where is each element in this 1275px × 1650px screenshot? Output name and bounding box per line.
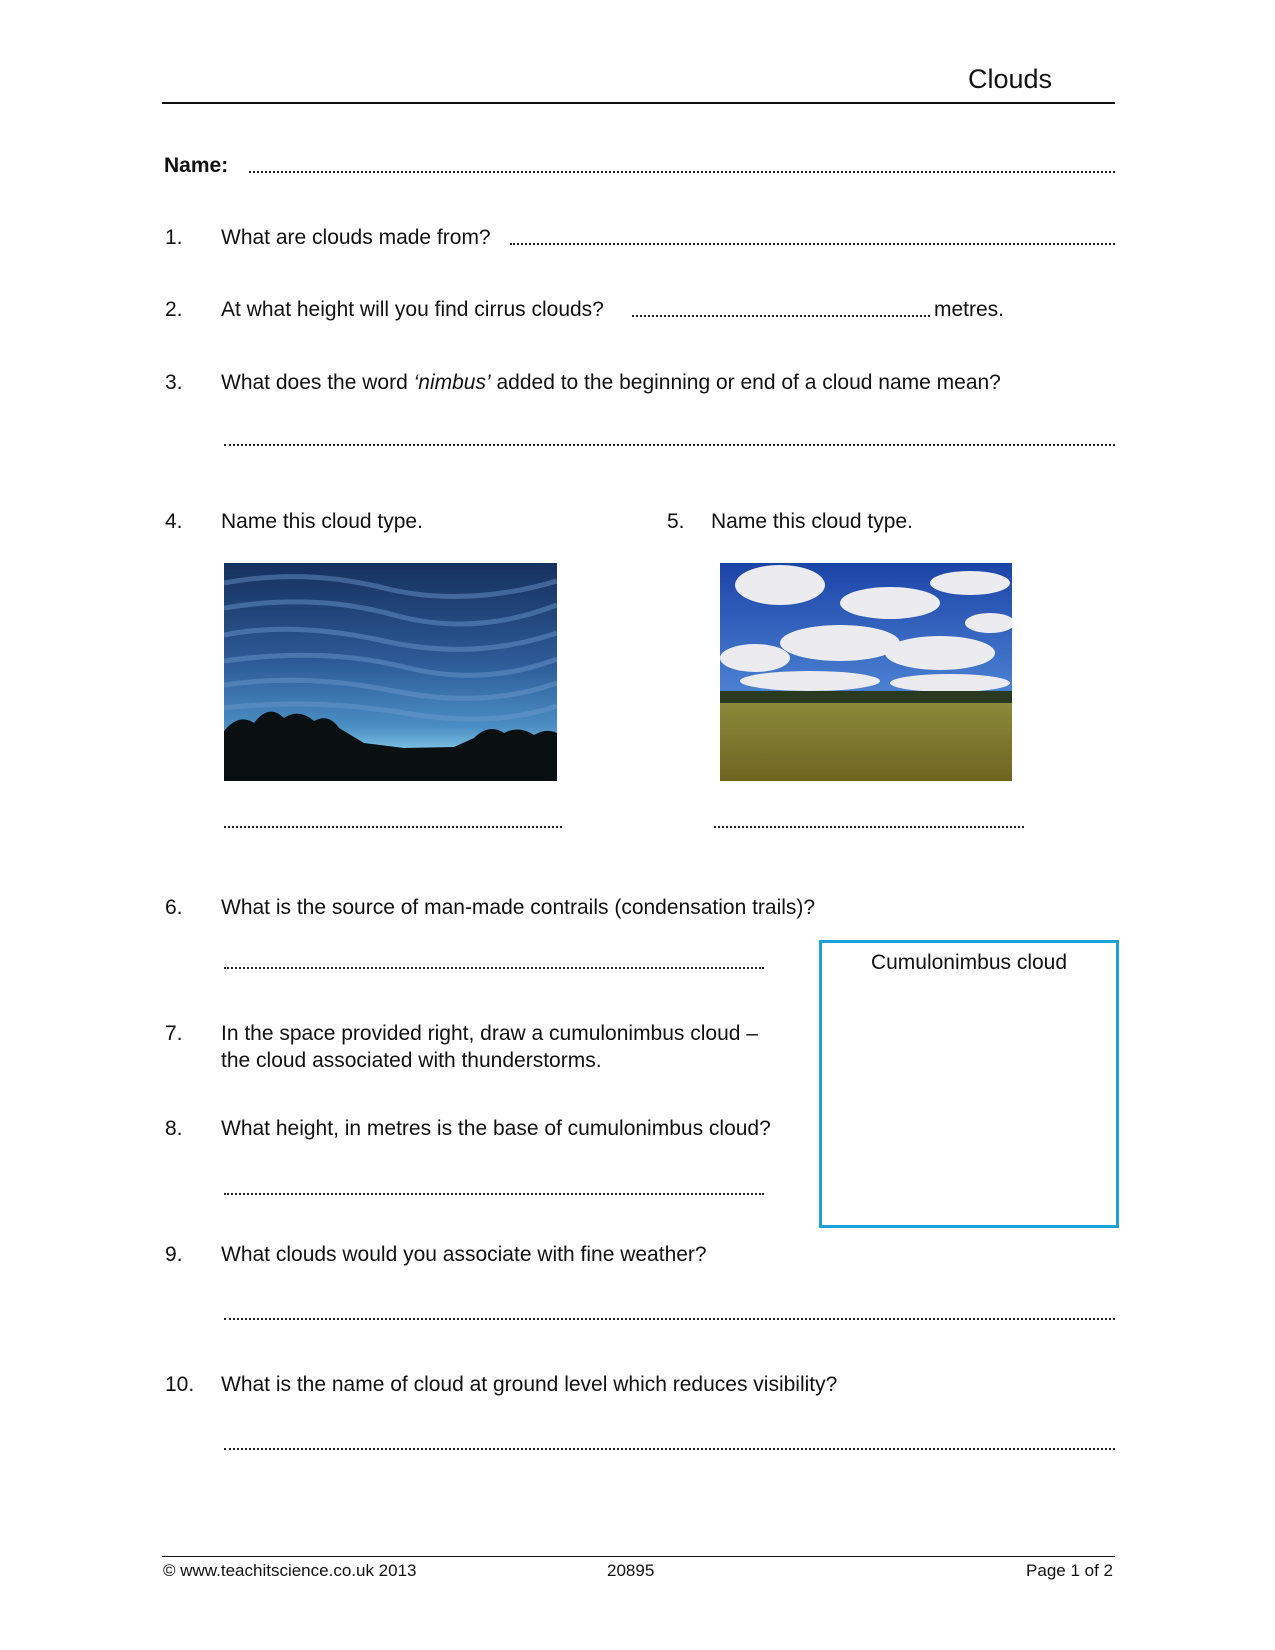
q2-unit: metres. <box>934 298 1005 321</box>
q9-text: What clouds would you associate with fine weather? <box>221 1243 707 1266</box>
q3-number: 3. <box>165 371 183 394</box>
page-title: Clouds <box>967 64 1052 94</box>
q9-answer-line[interactable] <box>224 1318 1115 1320</box>
q6-answer-line[interactable] <box>224 967 764 969</box>
q7-text-line2: the cloud associated with thunderstorms. <box>221 1049 602 1072</box>
q2-answer-line[interactable] <box>632 315 930 317</box>
name-label: Name: <box>164 154 229 177</box>
q10-text: What is the name of cloud at ground level which reduces visibility? <box>221 1373 838 1396</box>
q9-number: 9. <box>165 1243 183 1266</box>
name-answer-line[interactable] <box>249 171 1115 173</box>
footer-copyright: © www.teachitscience.co.uk 2013 <box>163 1561 417 1580</box>
drawing-box-label: Cumulonimbus cloud <box>870 951 1068 974</box>
q2-number: 2. <box>165 298 183 321</box>
q7-number: 7. <box>165 1022 183 1045</box>
q8-number: 8. <box>165 1117 183 1140</box>
q5-text: Name this cloud type. <box>711 510 913 533</box>
q3-italic-word: ‘nimbus’ <box>413 371 491 394</box>
q8-answer-line[interactable] <box>224 1193 764 1195</box>
cumulonimbus-drawing-box[interactable] <box>819 940 1119 1228</box>
header-rule <box>162 102 1115 104</box>
q8-text: What height, in metres is the base of cumulonimbus cloud? <box>221 1117 771 1140</box>
footer-page-number: Page 1 of 2 <box>1026 1561 1113 1580</box>
q3-text <box>221 369 1001 396</box>
footer-code: 20895 <box>607 1561 655 1580</box>
q5-number: 5. <box>667 510 685 533</box>
q1-answer-line[interactable] <box>510 243 1115 245</box>
q10-number: 10. <box>165 1373 195 1396</box>
q3-answer-line[interactable] <box>224 444 1115 446</box>
q1-text: What are clouds made from? <box>221 226 491 249</box>
cumulus-photo <box>720 563 1012 781</box>
cloud-photo-5-image <box>720 563 1012 781</box>
q7-text-line1: In the space provided right, draw a cumulonimbus cloud – <box>221 1022 758 1045</box>
altocumulus-photo <box>224 563 557 781</box>
q1-number: 1. <box>165 226 183 249</box>
q6-number: 6. <box>165 896 183 919</box>
q4-text: Name this cloud type. <box>221 510 423 533</box>
q3-text-part: added to the beginning or end of a cloud name mean? <box>490 371 1001 394</box>
q10-answer-line[interactable] <box>224 1448 1115 1450</box>
q6-text: What is the source of man-made contrails (condensation trails)? <box>221 896 816 919</box>
q2-text: At what height will you find cirrus clouds? <box>221 298 604 321</box>
q5-answer-line[interactable] <box>714 826 1024 828</box>
footer-rule <box>162 1556 1115 1557</box>
cloud-photo-4-image <box>224 563 557 781</box>
q4-answer-line[interactable] <box>224 826 562 828</box>
q3-text-part: What does the word <box>221 371 414 394</box>
q4-number: 4. <box>165 510 183 533</box>
